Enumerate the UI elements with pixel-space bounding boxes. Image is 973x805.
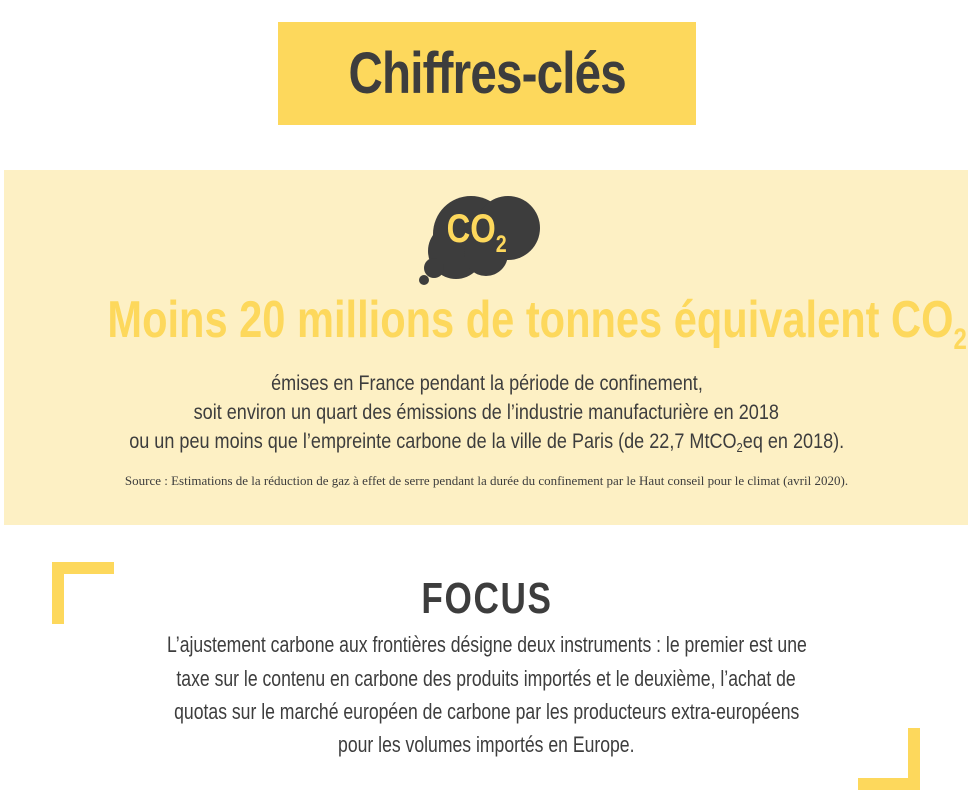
focus-line-3: quotas sur le marché européen de carbone par les producteurs extra-européens [173,699,800,724]
headline [0,290,973,356]
focus-title: FOCUS [420,574,553,623]
page-title: Chiffres-clés [348,41,626,106]
focus-line-1: L’ajustement carbone aux frontières désigne deux instruments : le premier est une [166,632,807,657]
headline-text: Moins 20 millions de tonnes équivalent CO [107,291,954,349]
headline-subscript: 2 [953,323,967,356]
key-line-1: émises en France pendant la période de confinement, [270,372,703,395]
focus-line-2: taxe sur le contenu en carbone des produits importés et le deuxième, l’achat de [176,666,797,691]
source-note: Source : Estimations de la réduction de gaz à effet de serre pendant la durée du confinement par le Haut conseil pour le climat (avril 2020). [124,473,849,488]
co2-cloud-icon [416,186,546,286]
key-line-3: ou un peu moins que l’empreinte carbone de la ville de Paris (de 22,7 MtCO$_2$eq en 2018). [128,430,845,455]
focus-line-4: pour les volumes importés en Europe. [338,732,635,757]
key-line-2: soit environ un quart des émissions de l’industrie manufacturière en 2018 [193,401,780,424]
co2-icon-label: $CO_2$ [446,205,507,258]
title-banner [278,22,696,125]
